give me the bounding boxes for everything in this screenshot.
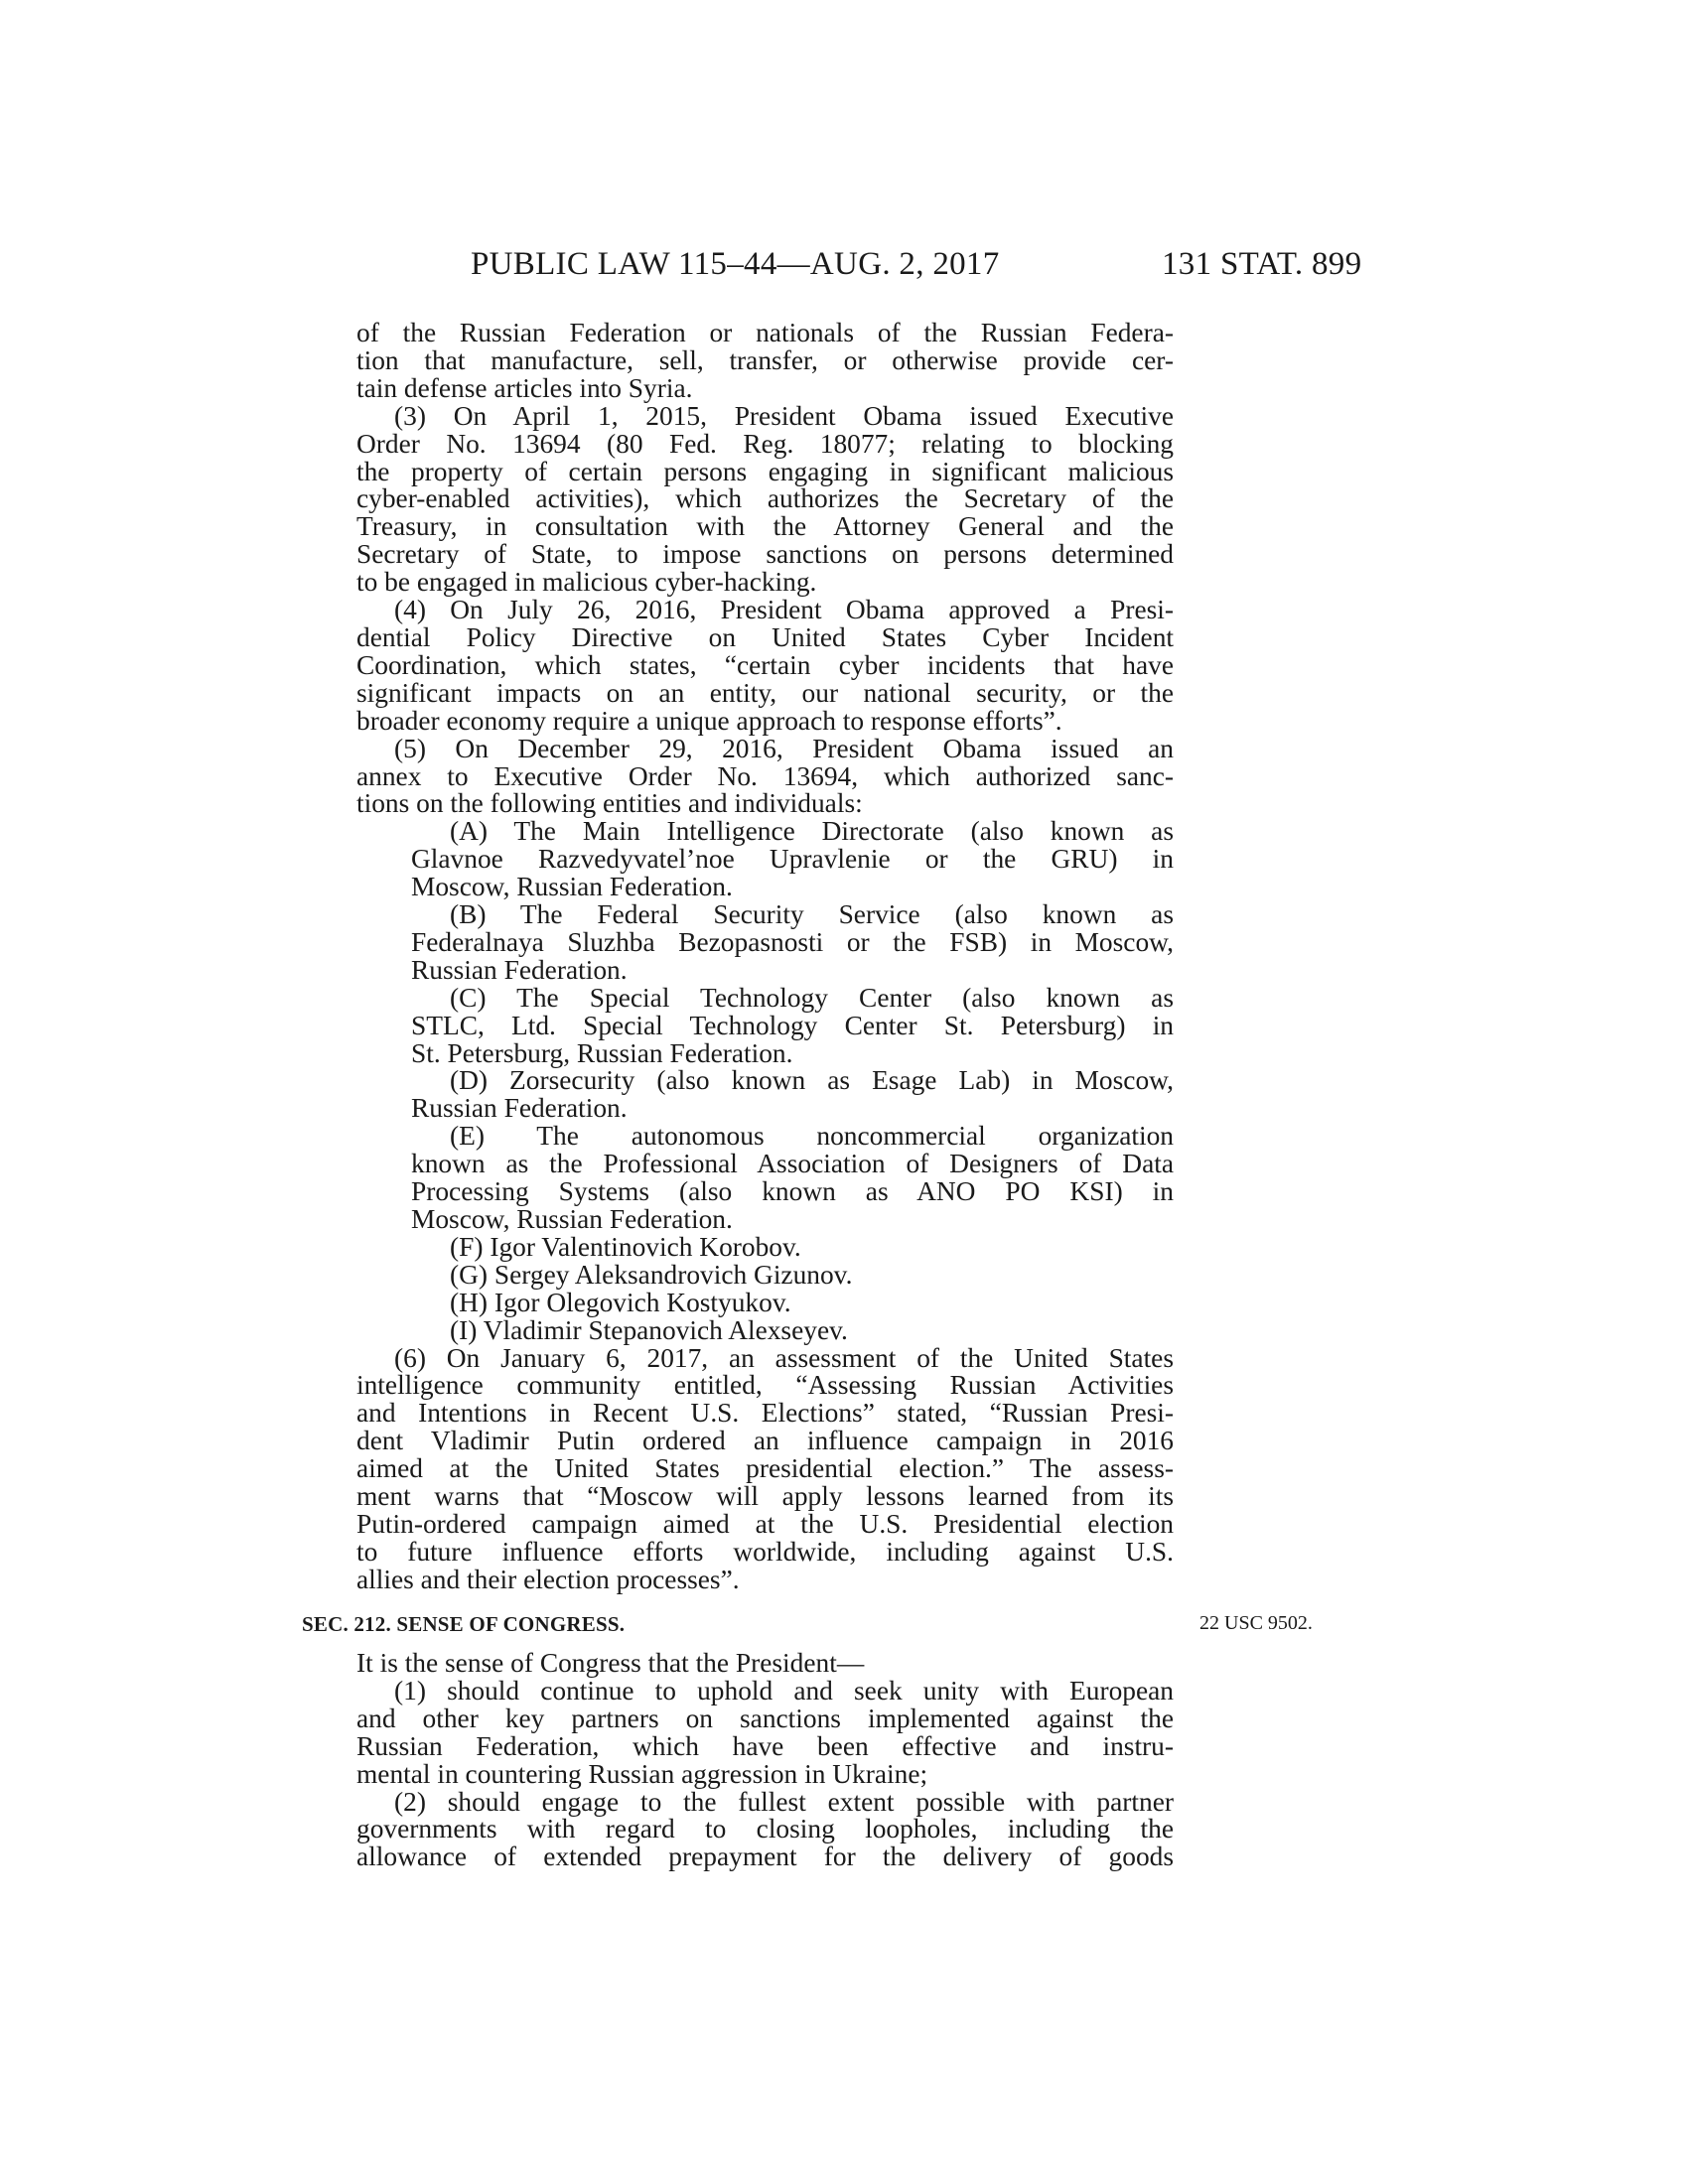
text-line: tain defense articles into Syria. xyxy=(356,372,693,403)
sanctioned-entity-item xyxy=(356,1259,1174,1290)
section-212-text xyxy=(356,1650,1174,1871)
text-line: of the Russian Federation or nationals of the Russian Federa- xyxy=(356,318,1174,347)
section-211-findings-text xyxy=(356,320,1174,1594)
text-line: (D) Zorsecurity (also known as Esage Lab) in Moscow, xyxy=(450,1065,1174,1096)
sanctioned-entity-item xyxy=(356,1287,1174,1317)
section-heading: SEC. 212. SENSE OF CONGRESS. xyxy=(302,1612,626,1636)
text-line: dent Vladimir Putin ordered an influence campaign in 2016 xyxy=(356,1426,1174,1456)
usc-margin-note: 22 USC 9502. xyxy=(1199,1612,1313,1634)
sanctioned-entity-item xyxy=(356,1314,1174,1345)
text-line: Processing Systems (also known as ANO PO KSI) in xyxy=(411,1176,1174,1207)
text-line: (I) Vladimir Stepanovich Alexseyev. xyxy=(450,1314,848,1345)
text-line: (A) The Main Intelligence Directorate (also known as xyxy=(450,816,1174,847)
text-line: significant impacts on an entity, our national security, or the xyxy=(356,677,1174,708)
text-line: It is the sense of Congress that the President— xyxy=(356,1648,865,1678)
paragraph xyxy=(356,1675,1174,1789)
text-line: cyber-enabled activities), which authorizes the Secretary of the xyxy=(356,483,1174,514)
text-line: (2) should engage to the fullest extent possible with partner xyxy=(394,1786,1174,1817)
text-line: (1) should continue to uphold and seek unity with European xyxy=(394,1675,1174,1706)
text-line: St. Petersburg, Russian Federation. xyxy=(411,1037,793,1068)
text-line: ment warns that “Moscow will apply lessons learned from its xyxy=(356,1481,1174,1512)
text-line: STLC, Ltd. Special Technology Center St. Petersburg) in xyxy=(411,1010,1174,1040)
text-line: Glavnoe Razvedyvatel’noe Upravlenie or the GRU) in xyxy=(411,844,1174,875)
paragraph xyxy=(356,733,1174,819)
paragraph xyxy=(356,1342,1174,1594)
text-line: to be engaged in malicious cyber-hacking. xyxy=(356,567,817,598)
text-line: aimed at the United States presidential election.” The assess- xyxy=(356,1453,1174,1484)
text-line: the property of certain persons engaging in significant malicious xyxy=(356,456,1174,486)
sanctioned-entity-item xyxy=(356,982,1174,1068)
text-line: (4) On July 26, 2016, President Obama approved a Presi- xyxy=(394,595,1174,625)
paragraph xyxy=(356,400,1174,598)
text-line: and other key partners on sanctions implemented against the xyxy=(356,1703,1174,1733)
text-line: tions on the following entities and individuals: xyxy=(356,788,863,819)
sanctioned-entity-item xyxy=(356,901,1174,985)
text-line: (5) On December 29, 2016, President Obama issued an xyxy=(394,733,1174,763)
text-line: Russian Federation. xyxy=(411,1093,628,1124)
text-line: Moscow, Russian Federation. xyxy=(411,872,733,902)
text-line: governments with regard to closing loopholes, including the xyxy=(356,1814,1174,1844)
text-line: to future influence efforts worldwide, including against U.S. xyxy=(356,1536,1174,1567)
text-line: intelligence community entitled, “Assessing Russian Activities xyxy=(356,1370,1174,1401)
text-line: allowance of extended prepayment for the delivery of goods xyxy=(356,1842,1174,1872)
statute-page-number: 131 STAT. 899 xyxy=(1162,246,1362,282)
text-line: (B) The Federal Security Service (also known as xyxy=(450,899,1174,930)
text-line: known as the Professional Association of Designers of Data xyxy=(411,1149,1174,1179)
text-line: tion that manufacture, sell, transfer, or otherwise provide cer- xyxy=(356,344,1174,375)
text-line: Secretary of State, to impose sanctions on persons determined xyxy=(356,539,1174,570)
text-line: Treasury, in consultation with the Attorney General and the xyxy=(356,511,1174,542)
text-line: (3) On April 1, 2015, President Obama issued Executive xyxy=(394,400,1174,431)
paragraph xyxy=(356,1650,1174,1678)
paragraph xyxy=(356,320,1174,403)
text-line: (H) Igor Olegovich Kostyukov. xyxy=(450,1287,791,1317)
text-line: Putin-ordered campaign aimed at the U.S. Presidential election xyxy=(356,1508,1174,1539)
text-line: (E) The autonomous noncommercial organization xyxy=(450,1121,1174,1152)
text-line: Federalnaya Sluzhba Bezopasnosti or the FSB) in Moscow, xyxy=(411,926,1174,957)
text-line: and Intentions in Recent U.S. Elections” stated, “Russian Presi- xyxy=(356,1398,1174,1429)
text-line: mental in countering Russian aggression in Ukraine; xyxy=(356,1758,928,1789)
paragraph xyxy=(356,597,1174,736)
text-line: allies and their election processes”. xyxy=(356,1564,740,1594)
text-line: Order No. 13694 (80 Fed. Reg. 18077; relating to blocking xyxy=(356,428,1174,459)
sanctioned-entity-item xyxy=(356,818,1174,901)
text-line: (F) Igor Valentinovich Korobov. xyxy=(450,1231,801,1262)
page-header xyxy=(471,246,1364,296)
text-line: Russian Federation. xyxy=(411,954,628,985)
text-line: (C) The Special Technology Center (also known as xyxy=(450,982,1174,1013)
text-line: Coordination, which states, “certain cyber incidents that have xyxy=(356,649,1174,680)
text-line: broader economy require a unique approach to response efforts”. xyxy=(356,705,1062,736)
sanctioned-entity-item xyxy=(356,1231,1174,1262)
text-line: (G) Sergey Aleksandrovich Gizunov. xyxy=(450,1259,853,1290)
sanctioned-entity-item xyxy=(356,1067,1174,1123)
paragraph xyxy=(356,1786,1174,1872)
text-line: dential Policy Directive on United States Cyber Incident xyxy=(356,621,1174,652)
running-head-title: PUBLIC LAW 115–44—AUG. 2, 2017 xyxy=(471,246,1000,282)
text-line: Russian Federation, which have been effective and instru- xyxy=(356,1730,1174,1761)
text-line: (6) On January 6, 2017, an assessment of the United States xyxy=(394,1342,1174,1373)
text-line: Moscow, Russian Federation. xyxy=(411,1204,733,1234)
sanctioned-entity-item xyxy=(356,1123,1174,1234)
text-line: annex to Executive Order No. 13694, which authorized sanc- xyxy=(356,760,1174,791)
